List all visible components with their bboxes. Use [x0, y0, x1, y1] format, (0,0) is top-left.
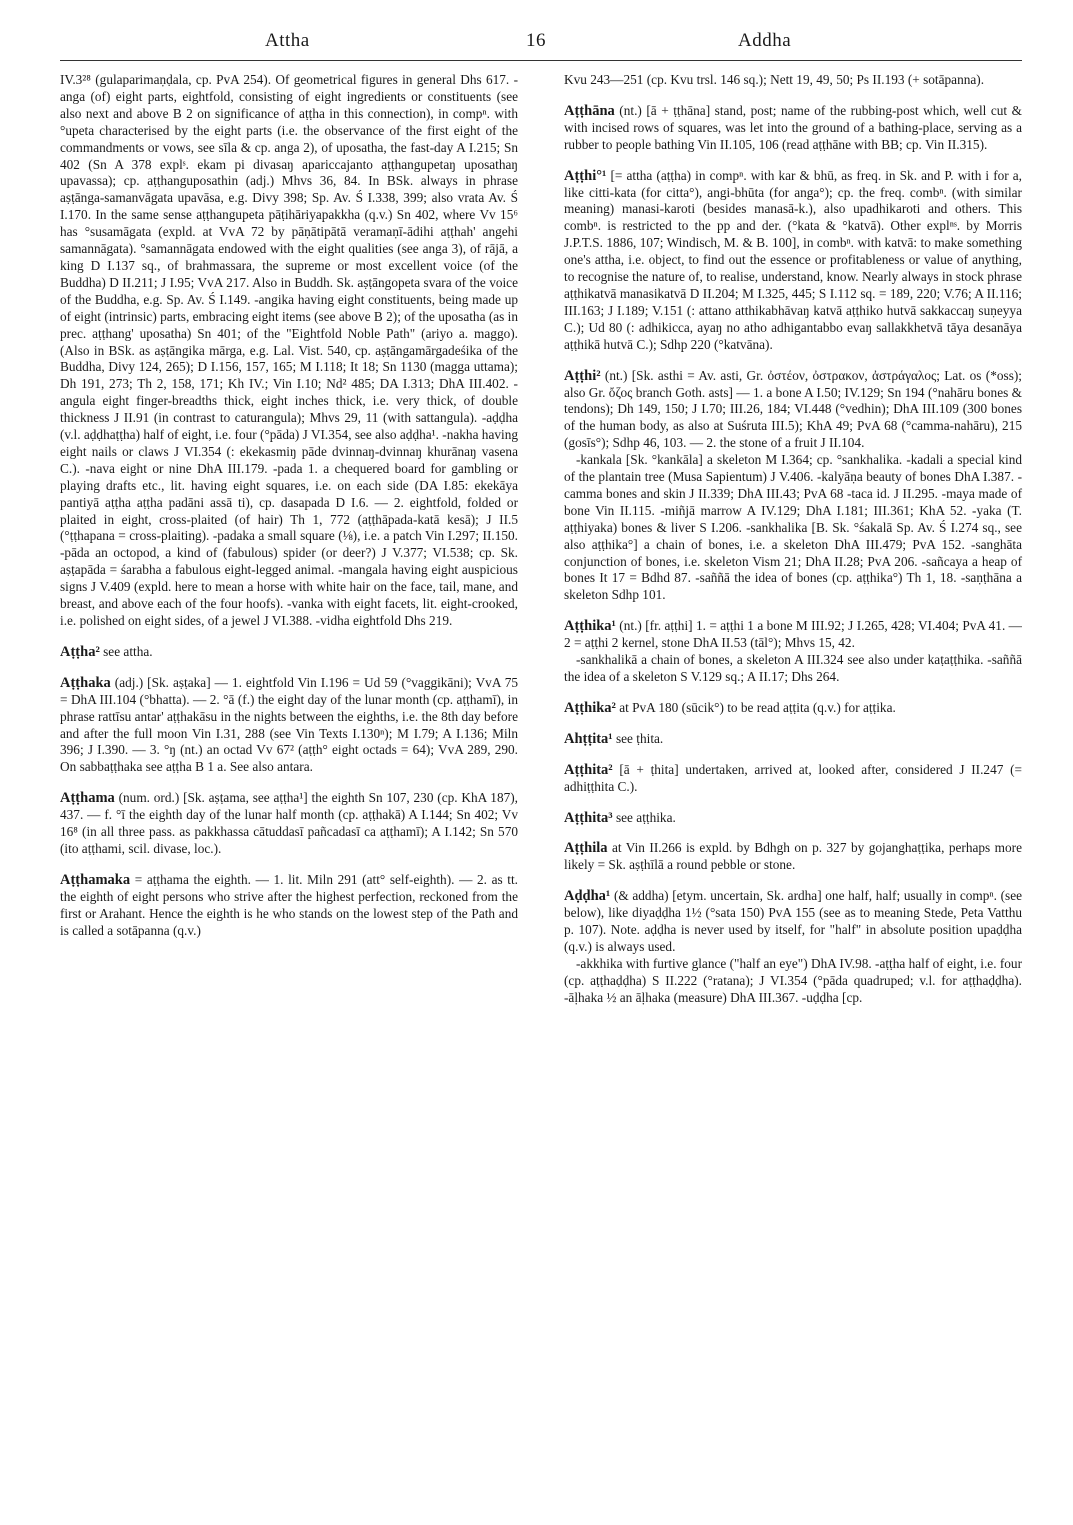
header-last-headword: Addha — [738, 30, 792, 51]
entry-attha1-continued — [60, 72, 518, 630]
entry-headword: Aṭṭhi² — [564, 367, 601, 384]
entry-atthamaka — [60, 872, 518, 940]
entry-text: [= attha (aṭṭha) in compⁿ. with kar & bhū, as freq. in Sk. and P. with i for a, like citti-kata (for citta°), angi-bhūta (for anga°); cp. the freq. combⁿ. (with similar meaning) manasi-karoti (besides manasā-k.), also upadhikaroti and others. This combⁿ. is restricted to the pp and der. (°kata & °katvā). Other explⁿˢ. by Morris J.P.T.S. 1886, 107; Windisch, M. & B. 100], in combⁿ. with katvā: to make something one's attha, i.e. object, to find out the essence or profitableness or value of anything, to recognise the nature of, to realise, understand, know. Nearly always in stock phrase aṭṭhikatvā manasikatvā D II.204; M I.325, 445; S I.112 sq. = 189, 220; V.76; A II.116; III.163; J I.189; V.151 (: attano atthikabhāvaŋ katvā aṭṭhiko hutvā sakkaccaŋ suṇeyya C.); Ud 80 (: adhikicca, ayaŋ no atho adhigantabbo evaŋ sallakkhetvā tāya desanāya aṭṭhikā hutvā C.); Sdhp 220 (°katvāna). — [564, 167, 1023, 352]
entry-text: see aṭṭhika. — [615, 809, 676, 825]
entry-headword: Aṭṭhamaka — [60, 871, 131, 888]
entry-atthi2 — [564, 368, 1022, 453]
page-header — [60, 30, 1022, 61]
entry-headword: Aṭṭhika¹ — [564, 618, 616, 635]
entry-atthika2 — [564, 700, 1022, 717]
entry-headword: Ahṭṭita¹ — [564, 730, 613, 747]
entry-headword: Aṭṭhika² — [564, 699, 616, 716]
entry-addha1 — [564, 888, 1022, 956]
entry-text: (nt.) [fr. aṭṭhi] 1. = aṭṭhi 1 a bone M III.92; J I.265, 428; VI.404; PvA 41. — 2 = aṭṭhi 2 kernel, stone DhA II.53 (tāl°); Mhvs 15, 42. — [564, 618, 1022, 651]
left-column — [60, 72, 518, 954]
entry-headword: Aṭṭhita³ — [564, 809, 613, 826]
entry-text: (nt.) [Sk. asthi = Av. asti, Gr. ὀστέον, ὀστρακον, ἀστράγαλος; Lat. os (*oss); also Gr. ὄζος branch Goth. asts] — 1. a bone A I.50; IV.129; Sn 194 (°nahāru bones & tendons); Dh 149, 150; J I.70; III.26, 184; VI.448 (°vedhin); DhA III.109 (300 bones of the human body, as also at Suśruta III.5); KhA 49; PvA 68 (°camma-nahāru), 215 (gosīs°); Sdhp 46, 103. — 2. the stone of a fruit J II.104. — [564, 367, 1022, 451]
entry-text: -kankala [Sk. °kankāla] a skeleton M I.364; cp. °sankhalika. -kadali a special kind of the plantain tree (Musa Sapientum) J V.406. -kalyāṇa beauty of bones DhA I.387. -camma bones and skin J II.339; DhA III.43; PvA 68 -taca id. J II.295. -maya made of bone Vin II.115. -miñjā marrow A IV.129; DhA I.181; III.361; KhA 52. -yaka (T. aṭṭhiyaka) bones & liver S I.206. -sankhalika [B. Sk. °śakalā Sp. Av. Ś I.274 sq., see also aṭṭhika°] a chain of bones, i.e. a skeleton DhA III.479; PvA 152. -sanghāta conjunction of bones, i.e. skeleton Vism 21; DhA II.28; PvA 206. -sañcaya a heap of bones It 17 = Bdhd 87. -saññā the idea of bones (cp. aṭṭhika°) Th 1, 18. -saṇṭhāna a skeleton Sdhp 101. — [564, 452, 1022, 603]
entry-atthi2-compounds — [564, 452, 1022, 604]
page-number: 16 — [526, 30, 546, 51]
entry-atthi1 — [564, 168, 1022, 354]
entry-text: [ā + ṭhita] undertaken, arrived at, looked after, considered J II.247 (= adhiṭṭhita C.). — [564, 761, 1022, 794]
entry-headword: Aṭṭhāna — [564, 102, 615, 119]
entry-text: at PvA 180 (sūcik°) to be read aṭṭita (q.v.) for aṭṭika. — [619, 699, 896, 715]
entry-atthita3 — [564, 810, 1022, 827]
entry-atthika1 — [564, 618, 1022, 652]
entry-text: -sankhalikā a chain of bones, a skeleton A III.324 see also under kaṭaṭṭhika. -saññā the idea of a skeleton S V.129 sq.; A II.17; Dhs 264. — [564, 652, 1022, 684]
entry-text: = aṭṭhama the eighth. — 1. lit. Miln 291 (att° self-eighth). — 2. as tt. the eighth of eight persons who strive after the highest perfection, reckoned from the first or Arahant. Hence the eighth is he who stands on the lowest step of the Path and is called a sotāpanna (q.v.) — [60, 871, 518, 938]
entry-headword: Aṭṭha² — [60, 643, 100, 660]
entry-atthila — [564, 840, 1022, 874]
entry-text: Kvu 243—251 (cp. Kvu trsl. 146 sq.); Nett 19, 49, 50; Ps II.193 (+ sotāpanna). — [564, 72, 985, 87]
entry-ahttita1 — [564, 731, 1022, 748]
entry-headword: Aṭṭhita² — [564, 761, 613, 778]
entry-headword: Aṭṭhama — [60, 790, 115, 807]
right-column — [564, 72, 1022, 1021]
entry-atthana — [564, 103, 1022, 154]
entry-text: see ṭhita. — [615, 730, 664, 746]
entry-headword: Aṭṭhi°¹ — [564, 167, 607, 184]
entry-text: IV.3²⁸ (gulaparimaṇḍala, cp. PvA 254). Of geometrical figures in general Dhs 617. -anga (of) eight parts, eightfold, consisting of eight ingredients or constituents (see also next and above B 2 on significance of aṭṭha in this connection), in compⁿ. with °upeta characterised by the eight parts (i.e. the observance of the first eight of the commandments or vows, see sīla & cp. anga 2), of uposatha, the fast-day A I.215; Sn 402 (Sn A 378 explˢ. ekam pi divasaŋ apariccajanto aṭṭhangupetaŋ uposathaŋ upavassa); cp. aṭṭhanguposathin (adj.) Mhvs 36, 84. In BSk. always in phrase aṣṭānga-samanvāgata upavāsa, e.g. Divy 398; Sp. Av. Ś I.338, 399; also vrata Av. Ś I.170. In the same sense aṭṭhangupeta pāṭihāriyapakkha (q.v.) Sn 402, where Vv 15⁶ has °susamāgata (expld. at VvA 72 by pāṇātipātā veramaṇī-ādihi aṭṭhah' angehi samannāgata). °samannāgata endowed with the eight qualities (see anga 3), of rājā, a king D I.137 sq., of brahmassara, the supreme or most excellent voice (of the Buddha) D II.211; J I.95; VvA 217. Also in Buddh. Sk. aṣṭāngopeta svara of the voice of the Buddha, e.g. Sp. Av. Ś I.149. -angika having eight constituents, being made up of eight (intrinsic) parts, embracing eight items (see above B 2); of the uposatha (as in prec. aṭṭhang' uposatha) Sn 401; of the "Eightfold Noble Path" (ariyo a. maggo). (Also in BSk. as aṣṭāngika mārga, e.g. Lal. Vist. 540, cp. aṣṭāngamārgadeśika of the Buddha, Divy 124, 265); D I.156, 157, 165; M I.118; It 18; Sn 1130 (magga uttama); Dh 191, 273; Th 2, 158, 171; Kh IV.; Vin I.10; Nd² 485; DA I.313; DhA III.402. -angula eight finger-breadths thick, eight inches thick, i.e. very thick, of double thickness J II.91 (in contrast to caturangula); Mhvs 29, 11 (with sattangula). -aḍḍha (v.l. aḍḍhaṭṭha) half of eight, i.e. four (°pāda) J VI.354, see also aḍḍha¹. -nakha having eight nails or claws J VI.354 (: ekekasmiŋ pāde dvinnaŋ-dvinnaŋ khurānaŋ vasena C.). -nava eight or nine DhA III.179. -pada 1. a chequered board for gambling or playing drafts etc., lit. having eight squares, i.e. on each side (DA I.85: ekekāya pantiyā aṭṭha aṭṭha padāni assā ti), cp. dasapada D I.6. — 2. eightfold, folded or plaited in eight, cross-plaited (of hair) Th 1, 772 (aṭṭhāpada-katā kesā); J II.5 (°ṭṭhapana = cross-plaiting). -padaka a small square (⅛), i.e. a patch Vin I.297; II.150. -pāda an octopod, a kind of (fabulous) spider (or deer?) J V.377; VI.538; cp. Sk. aṣṭapāda = śarabha a fabulous eight-legged animal. -mangala having eight auspicious signs J V.409 (expld. here to mean a horse with white hair on the face, tail, mane, and breast, and above each of the four hoofs). -vanka with eight facets, lit. eight-crooked, i.e. polished on eight sides, of a jewel J VI.388. -vidha eightfold Dhs 219. — [60, 72, 518, 628]
entry-attha2 — [60, 644, 518, 661]
entry-atthita2 — [564, 762, 1022, 796]
entry-text: (num. ord.) [Sk. aṣṭama, see aṭṭha¹] the eighth Sn 107, 230 (cp. KhA 187), 437. — f. °ī the eighth day of the lunar half month (cp. aṭṭhakā) A I.144; Sn 402; Vv 16⁸ (in all three pass. as pakkhassa cātuddasī pañcadasī ca aṭṭhamī); A I.142; Sn 570 (ito aṭṭhami, scil. divase, loc.). — [60, 790, 519, 856]
entry-addha1-compounds — [564, 956, 1022, 1007]
header-first-headword: Attha — [265, 30, 310, 51]
entry-atthaka — [60, 675, 518, 776]
entry-text: (nt.) [ā + ṭṭhāna] stand, post; name of the rubbing-post which, well cut & with incised rows of squares, was let into the ground of a bathing-place, serving as a rubber to people bathing Vin II.105, 106 (read aṭṭhāne with BB; cp. Vin II.315). — [564, 102, 1022, 152]
entry-headword: Aḍḍha¹ — [564, 888, 611, 905]
entry-text: -akkhika with furtive glance ("half an eye") DhA IV.98. -aṭṭha half of eight, i.e. four (cp. aṭṭhaḍḍha) S II.222 (°ratana); J VI.354 (°pāda quadruped; v.l. for aṭṭhaḍḍha). -āḷhaka ½ an āḷhaka (measure) DhA III.367. -uḍḍha [cp. — [564, 955, 1022, 1005]
entry-atthika1-compounds — [564, 652, 1022, 686]
entry-atthamaka-continued — [564, 72, 1022, 89]
entry-text: at Vin II.266 is expld. by Bdhgh on p. 327 by gojanghaṭṭika, perhaps more likely = Sk. aṣṭhīlā a round pebble or stone. — [564, 840, 1023, 873]
entry-headword: Aṭṭhila — [564, 840, 608, 857]
entry-text: (& addha) [etym. uncertain, Sk. ardha] one half, half; usually in compⁿ. (see below), like diyaḍḍha 1½ (°sata 150) PvA 155 (see as to meaning Stede, Peta Vatthu p. 107). Note. aḍḍha is never used by itself, for "half" in absolute position upaḍḍha (q.v.) is always used. — [564, 888, 1023, 954]
entry-headword: Aṭṭhaka — [60, 674, 111, 691]
entry-text: see attha. — [103, 643, 153, 659]
entry-atthama — [60, 790, 518, 858]
entry-text: (adj.) [Sk. aṣṭaka] — 1. eightfold Vin I.196 = Ud 59 (°vaggikāni); VvA 75 = DhA III.104 (°bhatta). — 2. °ā (f.) the eight day of the lunar month (cp. aṭṭhamī), in phrase rattīsu antar' aṭṭhakāsu in the nights between the eighths, i.e. the 8th day before and after the full moon Vin I.31, 288 (see Vin Texts I.130ⁿ); M I.79; A I.136; Miln 396; J I.390. — 3. °ŋ (nt.) an octad Vv 67² (aṭṭh° eight octads = 64); VvA 289, 290. On sabbaṭṭhaka see aṭṭha B 1 a. See also antara. — [60, 674, 518, 775]
